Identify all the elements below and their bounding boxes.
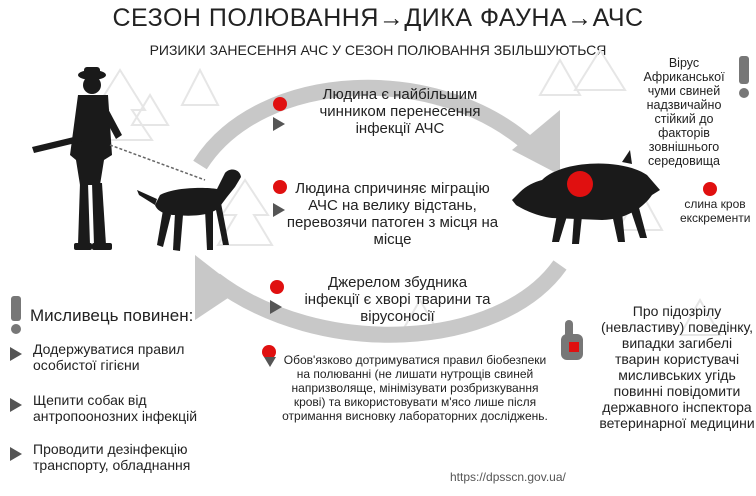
- boar-red-dot: [567, 171, 593, 197]
- hunter-item-3: Проводити дезінфекцію транспорту, обладнання: [33, 441, 191, 473]
- exclamation-icon: [736, 56, 752, 100]
- dog-icon: [135, 165, 245, 260]
- point-arrow-1: [273, 117, 285, 131]
- hunter-item-arrow-1: [10, 347, 22, 361]
- virus-note: Вірус Африканської чуми свиней надзвичайно стійкий до факторів зовнішнього середовища: [643, 56, 725, 168]
- page-subtitle: РИЗИКИ ЗАНЕСЕННЯ АЧС У СЕЗОН ПОЛЮВАННЯ ЗБІЛЬШУЮТЬСЯ: [149, 42, 607, 58]
- biosecurity-note: Обов'язково дотримуватися правил біобезпеки на полюванні (не лишати нутрощів свиней напризволяще, мінімізувати розбризкування крові) та використовувати м'ясо лише після отримання висновку лабораторних досліджень.: [282, 353, 548, 423]
- hunter-item-2: Щепити собак від антропоонозних інфекцій: [33, 392, 198, 424]
- footer-url[interactable]: https://dpsscn.gov.ua/: [450, 470, 566, 484]
- boar-note: слина кров екскременти: [680, 197, 751, 225]
- center-point-2: Людина спричиняє міграцію АЧС на велику відстань, перевозячи патоген з місця на місце: [286, 180, 499, 248]
- point-dot-3: [270, 280, 284, 294]
- cycle-arrowhead-bottom: [195, 255, 240, 320]
- point-arrow-3: [270, 300, 282, 314]
- hand-pointing-icon: [555, 320, 591, 366]
- center-point-1: Людина є найбільшим чинником перенесення інфекції АЧС: [319, 86, 481, 137]
- page-title: СЕЗОН ПОЛЮВАННЯ→ДИКА ФАУНА→АЧС: [112, 4, 644, 32]
- point-dot-1: [273, 97, 287, 111]
- hunter-item-1: Додержуватися правил особистої гігієни: [33, 341, 185, 373]
- report-note: Про підозрілу (невластиву) поведінку, випадки загибелі тварин користувачі мисливських угідь повинні повідомити державного інспектора ветеринарної медицини: [599, 303, 755, 431]
- exclamation-icon-left: [8, 296, 24, 336]
- hunter-item-arrow-2: [10, 398, 22, 412]
- hunter-item-arrow-3: [10, 447, 22, 461]
- down-arrow-icon: [264, 357, 278, 369]
- boar-note-dot: [703, 182, 717, 196]
- hunter-heading: Мисливець повинен:: [30, 306, 194, 325]
- point-arrow-2: [273, 203, 285, 217]
- center-point-3: Джерелом збудника інфекції є хворі тварини та вірусоносії: [304, 274, 491, 325]
